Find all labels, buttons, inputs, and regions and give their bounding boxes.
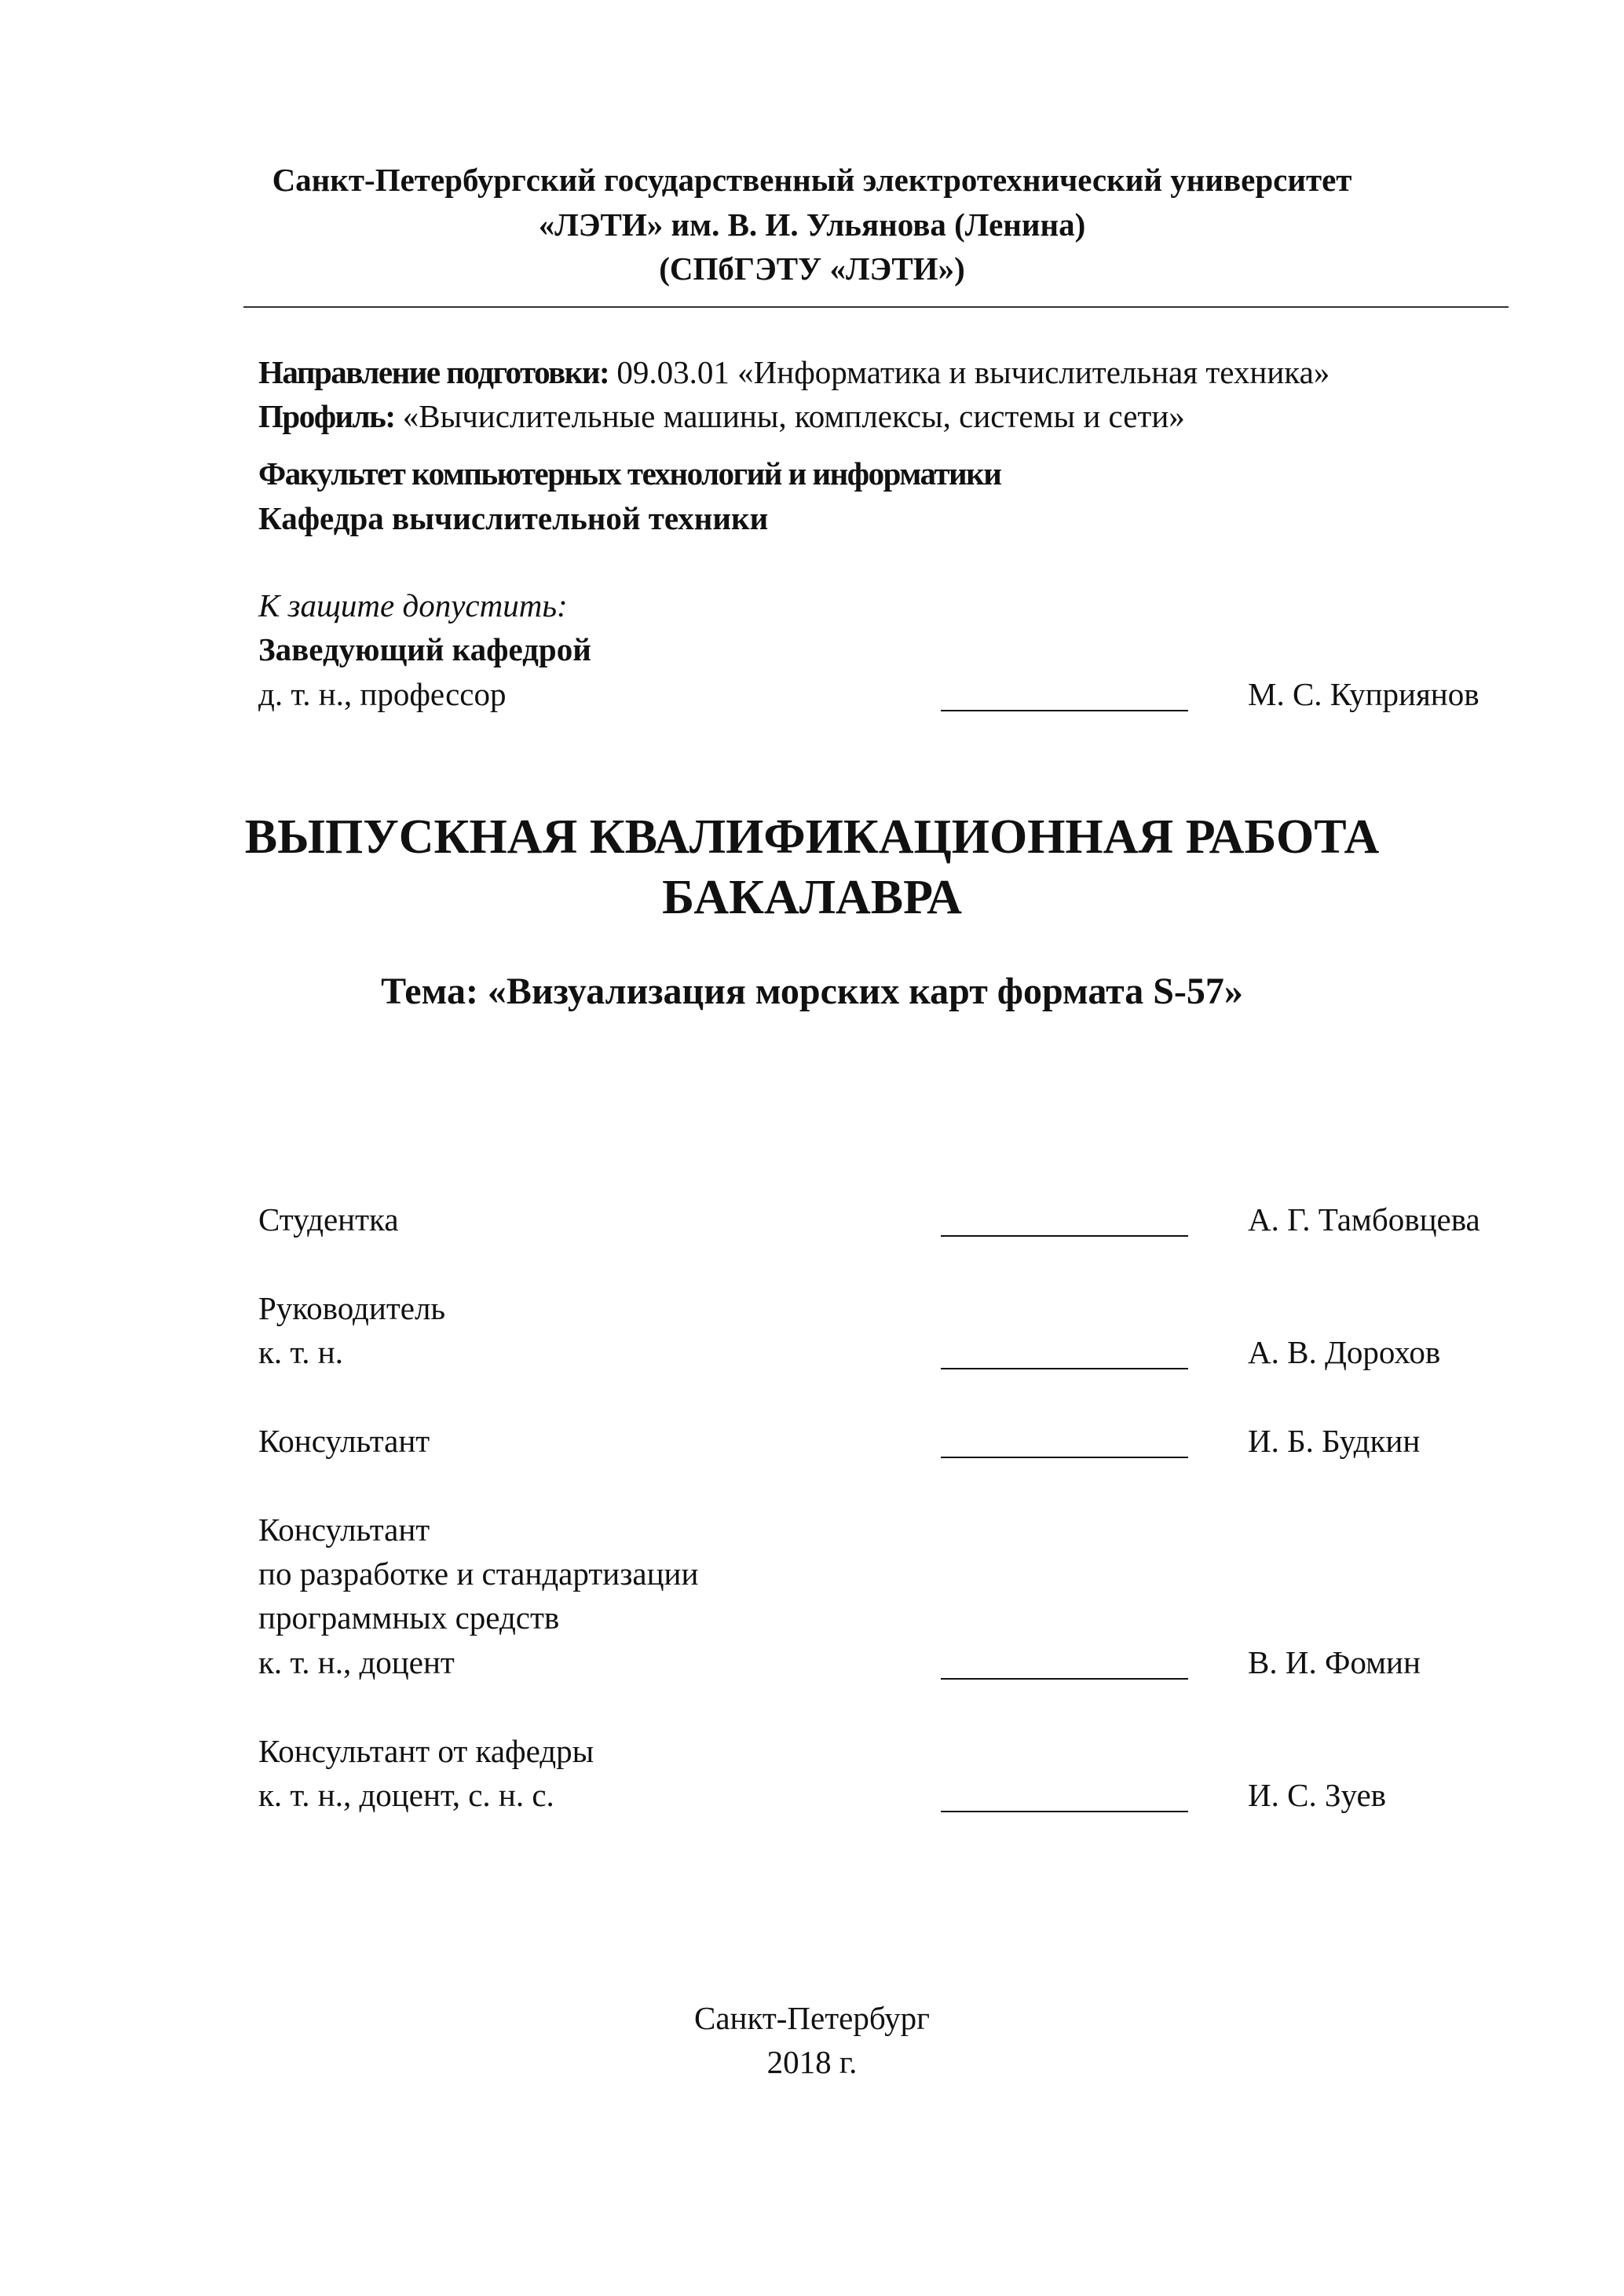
signature-line bbox=[941, 710, 1188, 711]
signatory-degree: к. т. н., доцент bbox=[258, 1644, 455, 1680]
header-divider bbox=[243, 306, 1509, 308]
university-abbreviation: (СПбГЭТУ «ЛЭТИ») bbox=[659, 250, 965, 287]
university-name: Санкт-Петербургский государственный электротехнический университет bbox=[272, 162, 1352, 198]
signatory-degree: к. т. н., доцент, с. н. с. bbox=[258, 1777, 554, 1813]
signature-line bbox=[941, 1235, 1188, 1237]
signatory-role-detail: по разработке и стандартизации bbox=[258, 1556, 699, 1592]
signature-line bbox=[941, 1678, 1188, 1680]
signature-line bbox=[941, 1811, 1188, 1812]
signature-line bbox=[941, 1368, 1188, 1369]
signatory-role: Руководитель bbox=[258, 1290, 446, 1326]
document-title: ВЫПУСКНАЯ КВАЛИФИКАЦИОННАЯ РАБОТА bbox=[244, 810, 1380, 864]
signatory-role: Консультант от кафедры bbox=[258, 1733, 594, 1769]
approval-caption: К защите допустить: bbox=[258, 587, 568, 623]
profile-label: Профиль: bbox=[258, 398, 395, 434]
signatory-name: И. С. Зуев bbox=[1248, 1777, 1387, 1813]
footer-city: Санкт-Петербург bbox=[694, 2000, 930, 2036]
signatory-name: А. В. Дорохов bbox=[1248, 1334, 1441, 1370]
footer-year: 2018 г. bbox=[766, 2044, 858, 2080]
signatory-role-detail: программных средств bbox=[258, 1600, 560, 1636]
direction-value: 09.03.01 «Информатика и вычислительная техника» bbox=[609, 354, 1330, 390]
faculty: Факультет компьютерных технологий и информатики bbox=[258, 455, 1001, 492]
topic: Тема: «Визуализация морских карт формата S-57» bbox=[381, 971, 1243, 1012]
signatory-role: Консультант bbox=[258, 1423, 430, 1459]
approval-name: М. С. Куприянов bbox=[1248, 676, 1480, 712]
signatory-name: В. И. Фомин bbox=[1248, 1644, 1421, 1680]
signature-line bbox=[941, 1457, 1188, 1458]
document-title-line2: БАКАЛАВРА bbox=[662, 871, 962, 924]
university-name-line2: «ЛЭТИ» им. В. И. Ульянова (Ленина) bbox=[538, 207, 1086, 243]
approval-degree: д. т. н., профессор bbox=[258, 676, 507, 712]
signatory-degree: к. т. н. bbox=[258, 1334, 343, 1370]
department: Кафедра вычислительной техники bbox=[258, 500, 769, 536]
direction-line bbox=[258, 350, 1330, 394]
profile-value: «Вычислительные машины, комплексы, системы и сети» bbox=[394, 398, 1185, 434]
signatory-role: Студентка bbox=[258, 1201, 399, 1238]
signatory-role: Консультант bbox=[258, 1512, 430, 1548]
signatory-name: А. Г. Тамбовцева bbox=[1248, 1201, 1480, 1238]
approval-role: Заведующий кафедрой bbox=[258, 631, 591, 667]
profile-line bbox=[258, 394, 1185, 438]
signatory-name: И. Б. Будкин bbox=[1248, 1423, 1421, 1459]
direction-label: Направление подготовки: bbox=[258, 354, 609, 390]
